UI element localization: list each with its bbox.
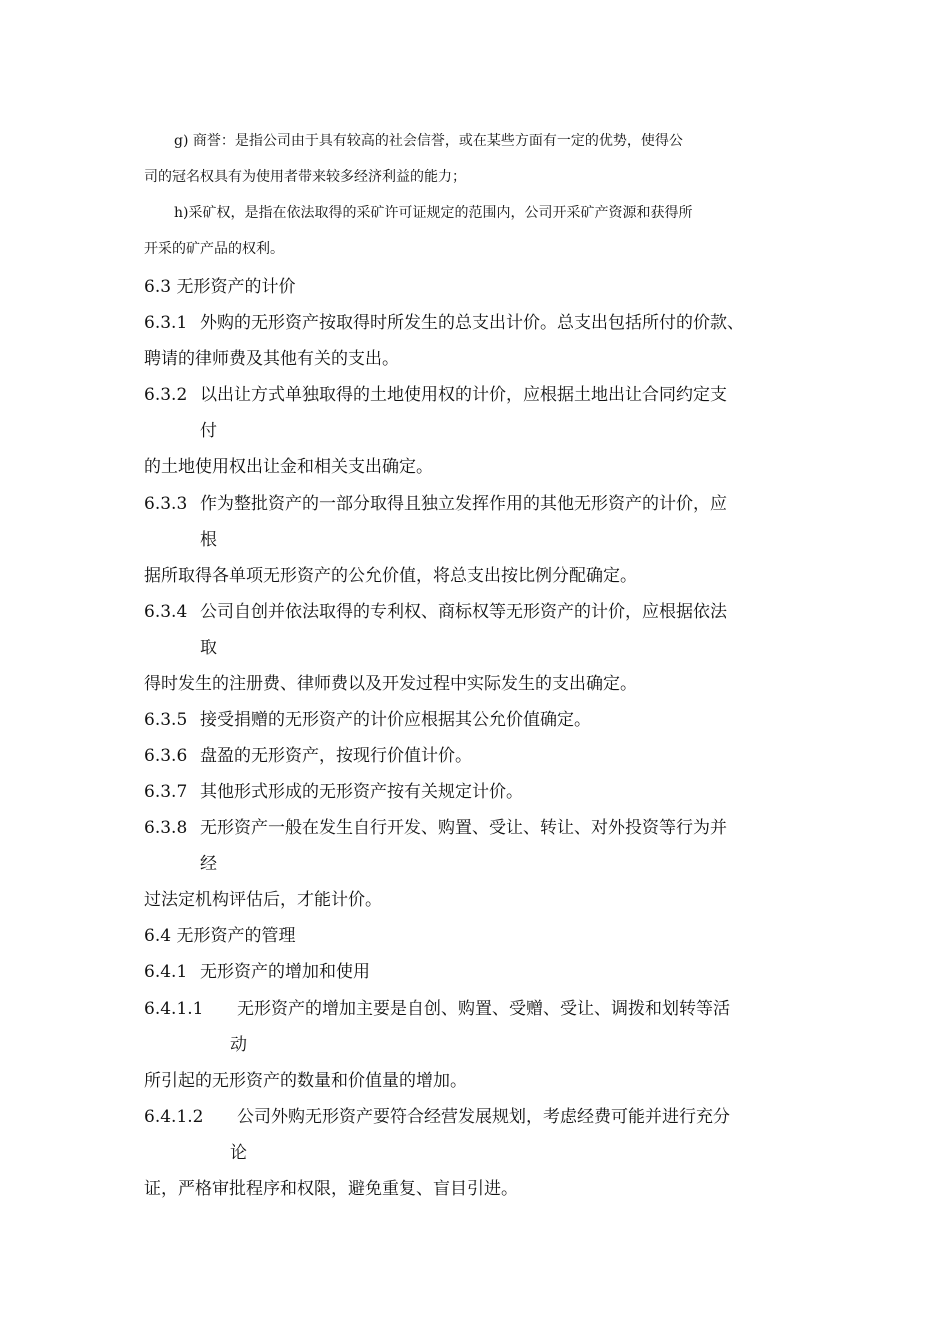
clause-number: 6.3.6	[144, 746, 188, 766]
clause-text: 接受捐赠的无形资产的计价应根据其公允价值确定。	[200, 710, 591, 730]
clause-text: 其他形式形成的无形资产按有关规定计价。	[200, 782, 523, 802]
clause-6-3-8-continuation: 过法定机构评估后，才能计价。	[144, 890, 382, 910]
paragraph-h-line2: 开采的矿产品的权利。	[144, 241, 284, 257]
clause-number: 6.3.1	[144, 313, 188, 333]
paragraph-g-line1: g) 商誉：是指公司由于具有较高的社会信誉，或在某些方面有一定的优势，使得公	[174, 133, 683, 149]
clause-number: 6.4.1.1	[144, 999, 204, 1019]
clause-6-3-3	[144, 489, 727, 514]
clause-6-3-7	[144, 777, 523, 802]
clause-6-3-1	[144, 308, 744, 333]
clause-6-3-2-wrap: 付	[200, 421, 217, 441]
clause-6-3-3-continuation: 据所取得各单项无形资产的公允价值，将总支出按比例分配确定。	[144, 566, 637, 586]
clause-6-3-8-wrap: 经	[200, 854, 217, 874]
paragraph-g-line2: 司的冠名权具有为使用者带来较多经济利益的能力；	[144, 169, 466, 185]
clause-number: 6.3.7	[144, 782, 188, 802]
clause-6-3-5	[144, 705, 591, 730]
clause-text: 作为整批资产的一部分取得且独立发挥作用的其他无形资产的计价，应	[200, 494, 727, 514]
clause-6-3-1-continuation: 聘请的律师费及其他有关的支出。	[144, 349, 399, 369]
clause-text: 无形资产的增加和使用	[200, 962, 370, 982]
section-6-3-heading: 6.3 无形资产的计价	[144, 277, 296, 297]
clause-6-4-1-1-continuation: 所引起的无形资产的数量和价值量的增加。	[144, 1071, 467, 1091]
clause-number: 6.4.1	[144, 962, 188, 982]
clause-text: 无形资产的增加主要是自创、购置、受赠、受让、调拨和划转等活	[237, 999, 730, 1019]
clause-text: 以出让方式单独取得的土地使用权的计价，应根据土地出让合同约定支	[200, 385, 727, 405]
clause-number: 6.3.4	[144, 602, 188, 622]
clause-text: 无形资产一般在发生自行开发、购置、受让、转让、对外投资等行为并	[200, 818, 727, 838]
clause-6-3-2	[144, 380, 727, 405]
clause-number: 6.3.5	[144, 710, 188, 730]
clause-6-3-6	[144, 741, 472, 766]
clause-6-4-1-1-wrap: 动	[230, 1035, 247, 1055]
clause-6-4-1-1	[144, 994, 730, 1019]
clause-6-3-4-continuation: 得时发生的注册费、律师费以及开发过程中实际发生的支出确定。	[144, 674, 637, 694]
section-6-4-heading: 6.4 无形资产的管理	[144, 926, 296, 946]
paragraph-h-line1: h)采矿权，是指在依法取得的采矿许可证规定的范围内，公司开采矿产资源和获得所	[174, 205, 693, 221]
clause-6-4-1-2-wrap: 论	[230, 1143, 247, 1163]
clause-6-4-1-2	[144, 1102, 730, 1127]
clause-number: 6.3.8	[144, 818, 188, 838]
clause-6-3-8	[144, 813, 727, 838]
clause-6-4-1-2-continuation: 证，严格审批程序和权限，避免重复、盲目引进。	[144, 1179, 518, 1199]
clause-text: 盘盈的无形资产，按现行价值计价。	[200, 746, 472, 766]
clause-text: 公司外购无形资产要符合经营发展规划，考虑经费可能并进行充分	[237, 1107, 730, 1127]
clause-number: 6.3.2	[144, 385, 188, 405]
clause-number: 6.3.3	[144, 494, 188, 514]
clause-6-3-3-wrap: 根	[200, 530, 217, 550]
clause-text: 公司自创并依法取得的专利权、商标权等无形资产的计价，应根据依法	[200, 602, 727, 622]
subsection-6-4-1	[144, 957, 370, 982]
clause-6-3-4	[144, 597, 727, 622]
clause-6-3-2-continuation: 的土地使用权出让金和相关支出确定。	[144, 457, 433, 477]
clause-6-3-4-wrap: 取	[200, 638, 217, 658]
clause-number: 6.4.1.2	[144, 1107, 204, 1127]
clause-text: 外购的无形资产按取得时所发生的总支出计价。总支出包括所付的价款、	[200, 313, 744, 333]
